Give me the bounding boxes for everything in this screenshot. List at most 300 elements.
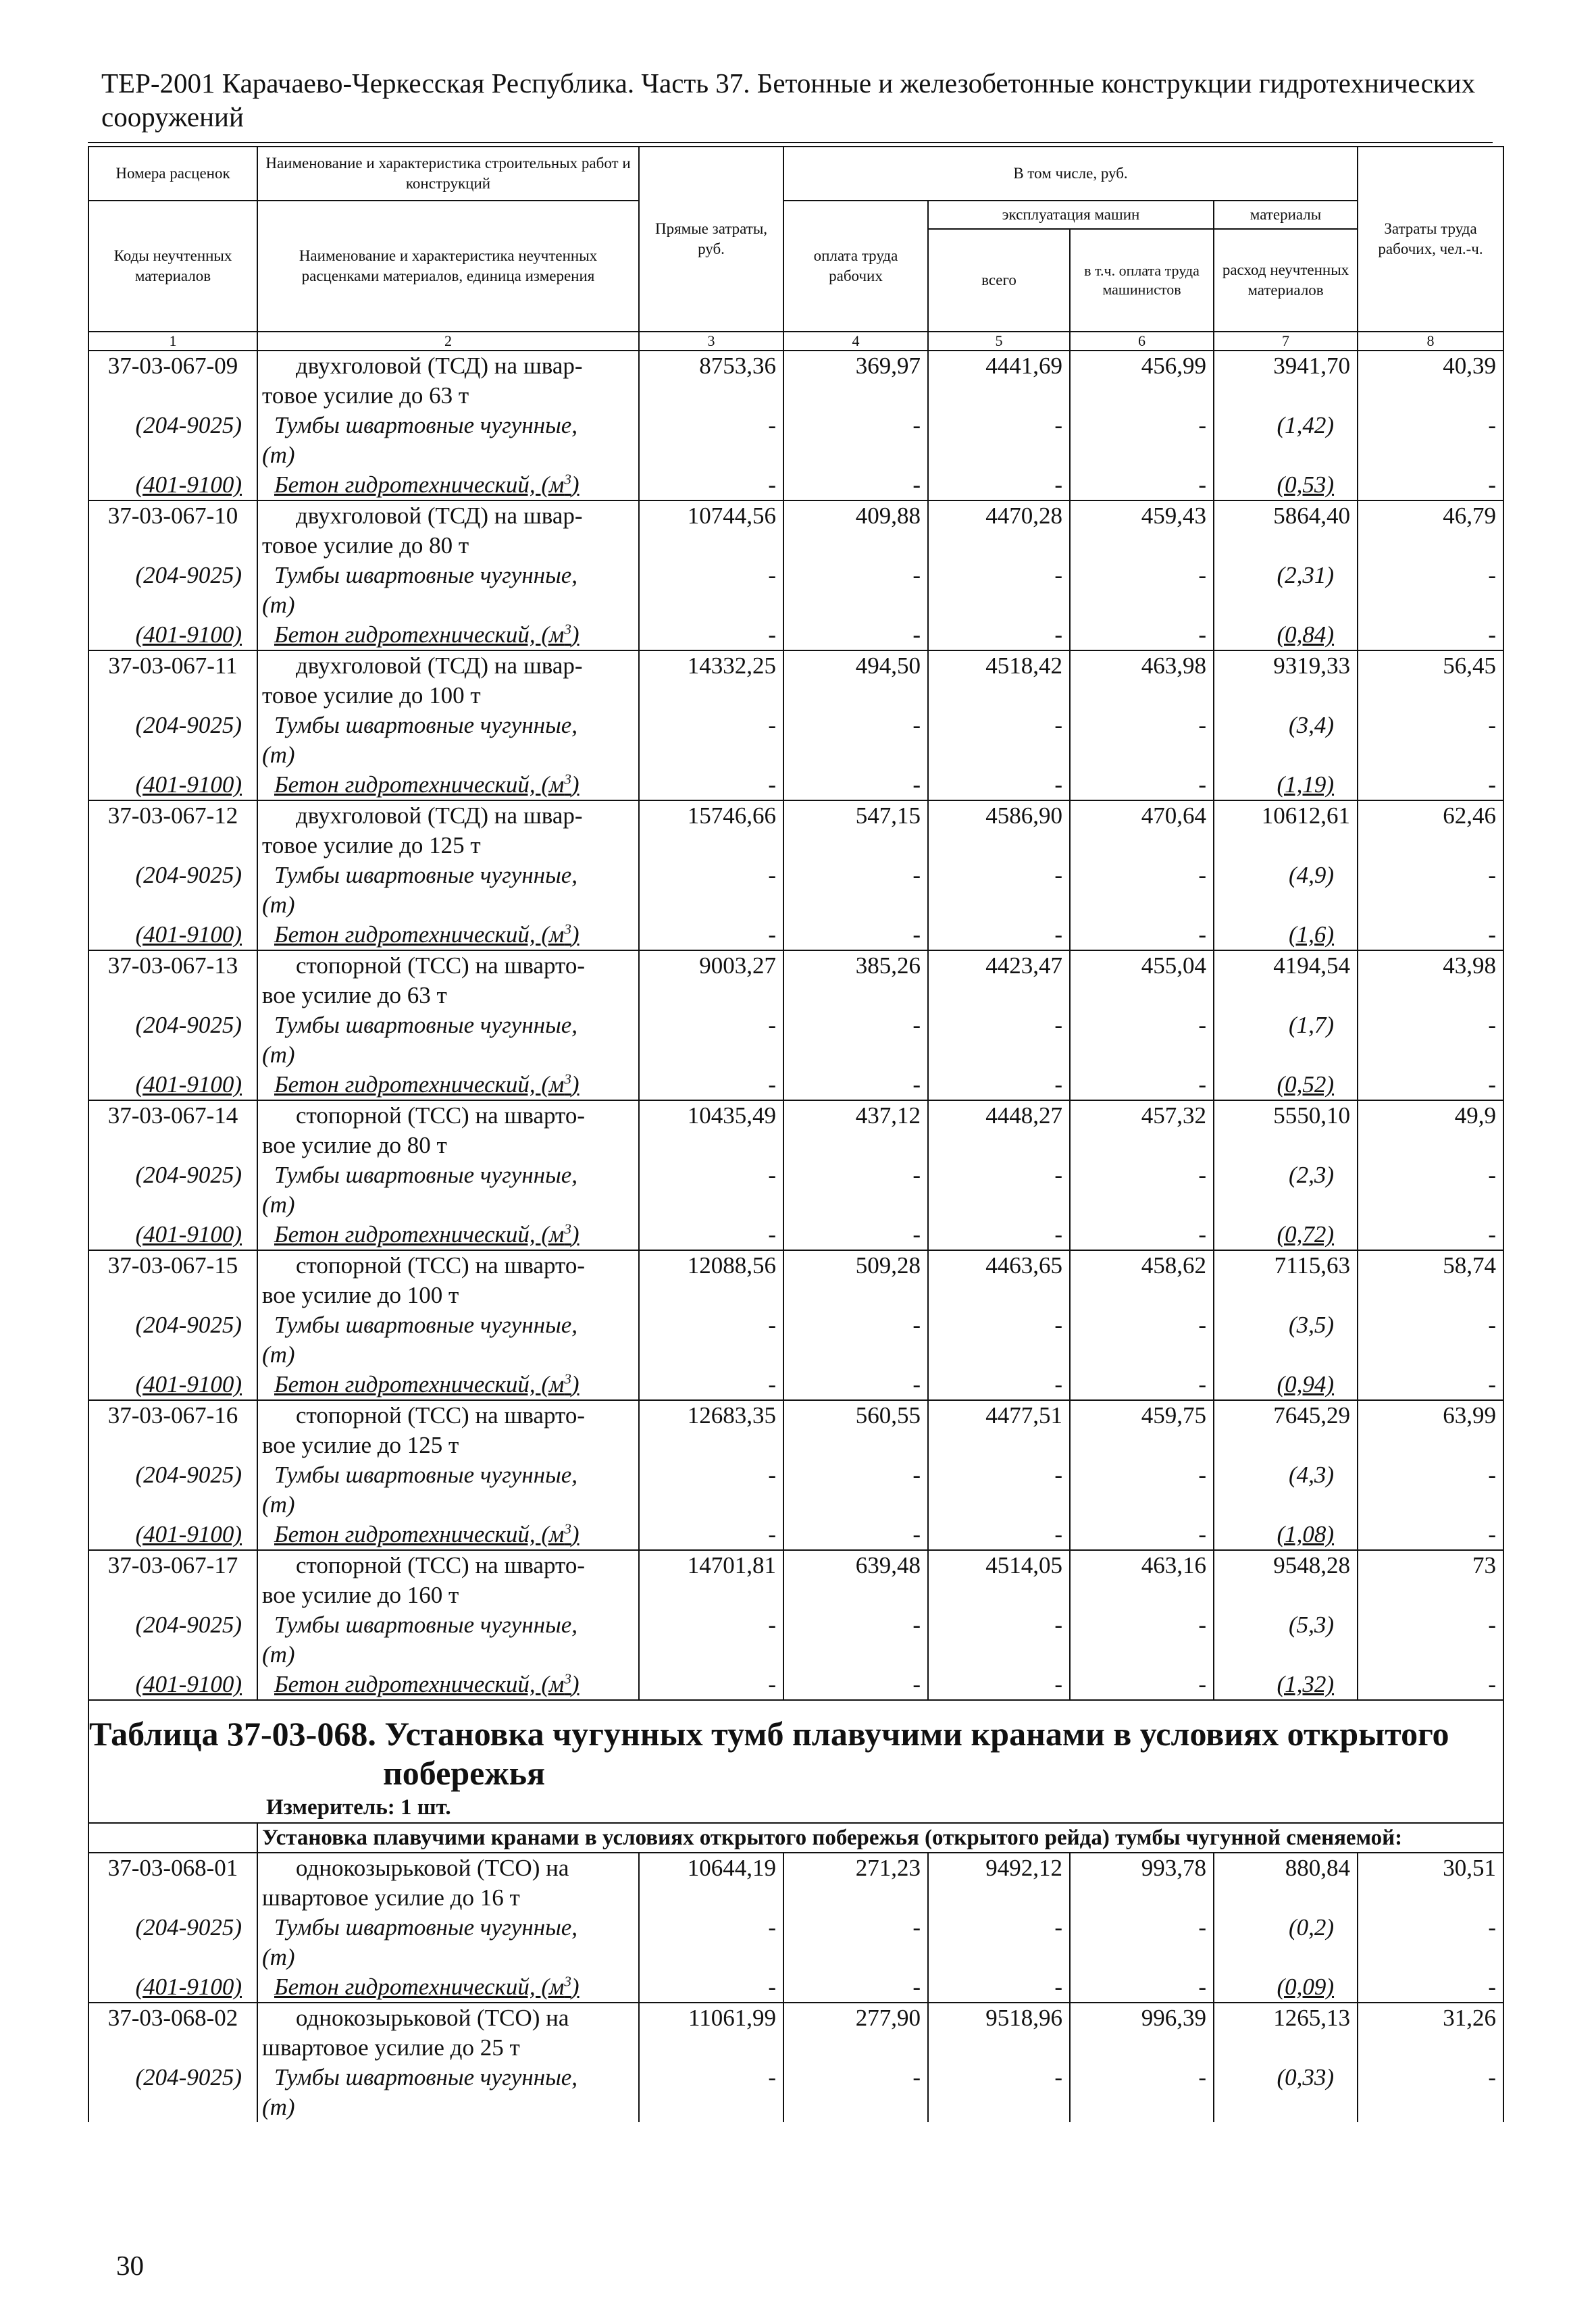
- dash-cell: -: [1070, 620, 1214, 650]
- work-name-line2: швартовое усилие до 16 т: [262, 1884, 520, 1911]
- dash-cell: -: [783, 1220, 928, 1250]
- dash-cell: -: [783, 470, 928, 500]
- work-name-line1: стопорной (ТСС) на шварто-: [296, 952, 586, 979]
- material-unit: (т): [262, 742, 295, 768]
- material-row: [88, 1070, 1503, 1100]
- material-unit: (т): [262, 1491, 295, 1518]
- dash-cell: -: [639, 1913, 783, 1972]
- dash-cell: -: [1070, 1010, 1214, 1070]
- material-name: [257, 770, 639, 800]
- superscript-3: 3: [564, 621, 571, 638]
- value-labor: 277,90: [783, 2003, 928, 2063]
- rate-code: 37-03-067-17: [88, 1550, 257, 1610]
- material-quantity: (1,08): [1214, 1520, 1358, 1550]
- material-unit: (т): [262, 1641, 295, 1668]
- material-name: [257, 1520, 639, 1550]
- closing-paren: ): [571, 1521, 580, 1547]
- work-name-line1: двухголовой (ТСД) на швар-: [296, 652, 583, 679]
- dash-cell: -: [1070, 1220, 1214, 1250]
- work-name-line1: стопорной (ТСС) на шварто-: [296, 1102, 586, 1129]
- dash-cell: -: [928, 1972, 1070, 2003]
- dash-cell: -: [928, 1220, 1070, 1250]
- dash-cell: -: [639, 920, 783, 950]
- closing-paren: ): [571, 1071, 580, 1098]
- material-name-text: Бетон гидротехнический, (м: [274, 771, 565, 798]
- dash-cell: -: [928, 860, 1070, 920]
- dash-cell: -: [783, 920, 928, 950]
- value-machines-total: 4586,90: [928, 800, 1070, 860]
- rate-code: 37-03-067-10: [88, 500, 257, 561]
- dash-cell: -: [1358, 1610, 1503, 1670]
- table-row: [88, 2003, 1503, 2063]
- header-group: В том числе, руб.: [783, 147, 1358, 201]
- header-col8: Затраты труда рабочих, чел.-ч.: [1358, 147, 1503, 332]
- material-row: [88, 1972, 1503, 2003]
- dash-cell: -: [1358, 920, 1503, 950]
- work-name-line2: вое усилие до 63 т: [262, 982, 447, 1008]
- dash-cell: -: [639, 620, 783, 650]
- rate-code: 37-03-067-11: [88, 650, 257, 711]
- dash-cell: -: [928, 1160, 1070, 1220]
- material-name-line1: Тумбы швартовные чугунные,: [274, 1612, 578, 1638]
- dash-cell: -: [1070, 1070, 1214, 1100]
- material-name: [257, 620, 639, 650]
- material-name-line1: Тумбы швартовные чугунные,: [274, 2064, 578, 2090]
- value-direct: 12088,56: [639, 1250, 783, 1310]
- dash-cell: -: [783, 1913, 928, 1972]
- header-col5: всего: [928, 229, 1070, 332]
- dash-cell: -: [783, 1670, 928, 1700]
- superscript-3: 3: [564, 771, 571, 788]
- dash-cell: -: [1358, 1460, 1503, 1520]
- dash-cell: -: [1358, 620, 1503, 650]
- dash-cell: -: [639, 711, 783, 770]
- material-name-text: Бетон гидротехнический, (м: [274, 921, 565, 948]
- value-hours: 73: [1358, 1550, 1503, 1610]
- work-name-line2: товое усилие до 125 т: [262, 832, 481, 858]
- dash-cell: -: [639, 2063, 783, 2122]
- dash-cell: -: [1358, 411, 1503, 470]
- col-number-4: 4: [783, 332, 928, 351]
- dash-cell: -: [639, 561, 783, 620]
- value-machinists: 455,04: [1070, 950, 1214, 1010]
- work-name-line2: вое усилие до 80 т: [262, 1132, 447, 1158]
- header-col7: расход неучтенных материалов: [1214, 229, 1358, 332]
- dash-cell: -: [1070, 920, 1214, 950]
- page-number: 30: [116, 2250, 144, 2281]
- header-materials: материалы: [1214, 201, 1358, 229]
- material-row: [88, 1460, 1503, 1520]
- closing-paren: ): [571, 1221, 580, 1248]
- value-labor: 639,48: [783, 1550, 928, 1610]
- closing-paren: ): [571, 621, 580, 648]
- material-row: [88, 1610, 1503, 1670]
- table-row: [88, 351, 1503, 411]
- material-name: [257, 1160, 639, 1220]
- material-name: [257, 1913, 639, 1972]
- dash-cell: -: [928, 711, 1070, 770]
- dash-cell: -: [928, 2063, 1070, 2122]
- work-name: [257, 1400, 639, 1460]
- material-code: (204-9025): [88, 561, 257, 620]
- dash-cell: -: [928, 1370, 1070, 1400]
- value-hours: 30,51: [1358, 1853, 1503, 1913]
- table-row: [88, 500, 1503, 561]
- work-name: [257, 351, 639, 411]
- material-name-text: Бетон гидротехнический, (м: [274, 1071, 565, 1098]
- work-name-line2: вое усилие до 100 т: [262, 1282, 459, 1308]
- work-name: [257, 1853, 639, 1913]
- material-code: (401-9100): [88, 1070, 257, 1100]
- value-labor: 271,23: [783, 1853, 928, 1913]
- dash-cell: -: [1070, 411, 1214, 470]
- superscript-3: 3: [564, 921, 571, 937]
- col-number-7: 7: [1214, 332, 1358, 351]
- dash-cell: -: [1358, 1070, 1503, 1100]
- dash-cell: -: [783, 1460, 928, 1520]
- material-quantity: (2,31): [1214, 561, 1358, 620]
- material-quantity: (5,3): [1214, 1610, 1358, 1670]
- material-unit: (т): [262, 1042, 295, 1068]
- table-row: [88, 1853, 1503, 1913]
- rate-code: 37-03-068-02: [88, 2003, 257, 2063]
- material-code: (204-9025): [88, 1460, 257, 1520]
- dash-cell: -: [783, 1972, 928, 2003]
- material-name: [257, 1310, 639, 1370]
- col-number-2: 2: [257, 332, 639, 351]
- superscript-3: 3: [564, 1670, 571, 1687]
- material-name: [257, 711, 639, 770]
- value-machinists: 457,32: [1070, 1100, 1214, 1160]
- superscript-3: 3: [564, 1370, 571, 1387]
- dash-cell: -: [928, 411, 1070, 470]
- header-col1-bottom: Коды неучтенных материалов: [88, 201, 257, 332]
- dash-cell: -: [639, 1310, 783, 1370]
- material-code: (204-9025): [88, 860, 257, 920]
- dash-cell: -: [639, 1972, 783, 2003]
- value-machinists: 458,62: [1070, 1250, 1214, 1310]
- dash-cell: -: [1358, 1160, 1503, 1220]
- dash-cell: -: [1070, 1610, 1214, 1670]
- material-name-text: Бетон гидротехнический, (м: [274, 1671, 565, 1697]
- value-materials: 9548,28: [1214, 1550, 1358, 1610]
- superscript-3: 3: [564, 1071, 571, 1087]
- dash-cell: -: [1070, 711, 1214, 770]
- material-name: [257, 1610, 639, 1670]
- value-labor: 409,88: [783, 500, 928, 561]
- material-code: (204-9025): [88, 1310, 257, 1370]
- material-code: (204-9025): [88, 1610, 257, 1670]
- value-materials: 4194,54: [1214, 950, 1358, 1010]
- dash-cell: -: [928, 1070, 1070, 1100]
- material-code: (401-9100): [88, 1520, 257, 1550]
- closing-paren: ): [571, 471, 580, 498]
- dash-cell: -: [639, 470, 783, 500]
- material-row: [88, 1913, 1503, 1972]
- work-name-line2: товое усилие до 80 т: [262, 532, 469, 559]
- value-hours: 43,98: [1358, 950, 1503, 1010]
- material-unit: (т): [262, 1944, 295, 1970]
- value-machines-total: 9518,96: [928, 2003, 1070, 2063]
- material-row: [88, 1160, 1503, 1220]
- material-row: [88, 1370, 1503, 1400]
- dash-cell: -: [1070, 1972, 1214, 2003]
- work-name: [257, 800, 639, 860]
- header-col2-top: Наименование и характеристика строительных работ и конструкций: [257, 147, 639, 201]
- value-labor: 369,97: [783, 351, 928, 411]
- dash-cell: -: [1358, 561, 1503, 620]
- header-col1-top: Номера расценок: [88, 147, 257, 201]
- rate-code: 37-03-068-01: [88, 1853, 257, 1913]
- rate-code: 37-03-067-14: [88, 1100, 257, 1160]
- value-labor: 385,26: [783, 950, 928, 1010]
- dash-cell: -: [783, 1160, 928, 1220]
- material-name: [257, 1010, 639, 1070]
- dash-cell: -: [1358, 1520, 1503, 1550]
- material-quantity: (4,9): [1214, 860, 1358, 920]
- work-name: [257, 950, 639, 1010]
- material-row: [88, 860, 1503, 920]
- header-col3: Прямые затраты, руб.: [639, 147, 783, 332]
- value-machines-total: 4477,51: [928, 1400, 1070, 1460]
- material-name: [257, 470, 639, 500]
- value-hours: 46,79: [1358, 500, 1503, 561]
- material-unit: (т): [262, 442, 295, 468]
- material-name: [257, 1670, 639, 1700]
- material-unit: (т): [262, 1341, 295, 1368]
- material-code: (204-9025): [88, 2063, 257, 2122]
- material-quantity: (0,09): [1214, 1972, 1358, 2003]
- material-name-text: Бетон гидротехнический, (м: [274, 1221, 565, 1248]
- material-code: (401-9100): [88, 1370, 257, 1400]
- dash-cell: -: [1358, 1370, 1503, 1400]
- material-quantity: (0,94): [1214, 1370, 1358, 1400]
- value-machinists: 996,39: [1070, 2003, 1214, 2063]
- value-materials: 5864,40: [1214, 500, 1358, 561]
- material-name-line1: Тумбы швартовные чугунные,: [274, 1914, 578, 1940]
- value-materials: 5550,10: [1214, 1100, 1358, 1160]
- header-col2-bottom: Наименование и характеристика неучтенных расценками материалов, единица измерения: [257, 201, 639, 332]
- material-row: [88, 1010, 1503, 1070]
- dash-cell: -: [639, 860, 783, 920]
- value-machinists: 459,75: [1070, 1400, 1214, 1460]
- material-name: [257, 411, 639, 470]
- material-quantity: (1,7): [1214, 1010, 1358, 1070]
- work-name-line2: швартовое усилие до 25 т: [262, 2034, 520, 2061]
- dash-cell: -: [928, 1460, 1070, 1520]
- col-number-3: 3: [639, 332, 783, 351]
- dash-cell: -: [783, 2063, 928, 2122]
- material-quantity: (1,19): [1214, 770, 1358, 800]
- material-quantity: (0,72): [1214, 1220, 1358, 1250]
- material-row: [88, 1520, 1503, 1550]
- dash-cell: -: [1070, 470, 1214, 500]
- value-direct: 15746,66: [639, 800, 783, 860]
- material-quantity: (3,4): [1214, 711, 1358, 770]
- col-number-5: 5: [928, 332, 1070, 351]
- value-materials: 7115,63: [1214, 1250, 1358, 1310]
- closing-paren: ): [571, 1974, 580, 2000]
- material-name-text: Бетон гидротехнический, (м: [274, 471, 565, 498]
- dash-cell: -: [639, 1220, 783, 1250]
- value-hours: 40,39: [1358, 351, 1503, 411]
- material-name-line1: Тумбы швартовные чугунные,: [274, 1162, 578, 1188]
- dash-cell: -: [928, 1610, 1070, 1670]
- table-title-line1: Таблица 37-03-068. Установка чугунных тумб плавучими кранами в условиях открытого: [89, 1715, 1449, 1753]
- dash-cell: -: [783, 411, 928, 470]
- dash-cell: -: [639, 1460, 783, 1520]
- dash-cell: -: [783, 1010, 928, 1070]
- material-unit: (т): [262, 592, 295, 618]
- value-hours: 63,99: [1358, 1400, 1503, 1460]
- dash-cell: -: [639, 770, 783, 800]
- material-quantity: (2,3): [1214, 1160, 1358, 1220]
- dash-cell: -: [1358, 2063, 1503, 2122]
- value-direct: 10644,19: [639, 1853, 783, 1913]
- dash-cell: -: [1358, 1010, 1503, 1070]
- value-machines-total: 9492,12: [928, 1853, 1070, 1913]
- dash-cell: -: [783, 1610, 928, 1670]
- value-direct: 10744,56: [639, 500, 783, 561]
- rate-code: 37-03-067-16: [88, 1400, 257, 1460]
- value-labor: 494,50: [783, 650, 928, 711]
- dash-cell: -: [783, 860, 928, 920]
- value-machines-total: 4470,28: [928, 500, 1070, 561]
- dash-cell: -: [928, 1310, 1070, 1370]
- closing-paren: ): [571, 1371, 580, 1397]
- dash-cell: -: [1070, 1520, 1214, 1550]
- table-body-part2: [88, 1853, 1503, 2122]
- dash-cell: -: [1358, 470, 1503, 500]
- superscript-3: 3: [564, 471, 571, 488]
- work-name-line1: двухголовой (ТСД) на швар-: [296, 802, 583, 829]
- dash-cell: -: [783, 620, 928, 650]
- value-materials: 7645,29: [1214, 1400, 1358, 1460]
- material-name-line1: Тумбы швартовные чугунные,: [274, 1012, 578, 1038]
- work-name: [257, 500, 639, 561]
- material-quantity: (0,53): [1214, 470, 1358, 500]
- dash-cell: -: [1070, 1160, 1214, 1220]
- dash-cell: -: [1358, 1310, 1503, 1370]
- dash-cell: -: [1358, 1220, 1503, 1250]
- work-name: [257, 1100, 639, 1160]
- dash-cell: -: [1070, 1370, 1214, 1400]
- value-hours: 31,26: [1358, 2003, 1503, 2063]
- material-name: [257, 561, 639, 620]
- dash-cell: -: [1358, 1670, 1503, 1700]
- title-rule: [88, 142, 1493, 143]
- table-row: [88, 650, 1503, 711]
- measure-unit: Измеритель: 1 шт.: [88, 1793, 1503, 1823]
- dash-cell: -: [783, 770, 928, 800]
- material-code: (204-9025): [88, 1160, 257, 1220]
- closing-paren: ): [571, 921, 580, 948]
- dash-cell: -: [639, 1010, 783, 1070]
- work-name-line2: товое усилие до 100 т: [262, 682, 481, 709]
- dash-cell: -: [783, 1070, 928, 1100]
- value-hours: 49,9: [1358, 1100, 1503, 1160]
- material-row: [88, 1310, 1503, 1370]
- dash-cell: -: [639, 1670, 783, 1700]
- dash-cell: -: [1358, 1972, 1503, 2003]
- dash-cell: -: [639, 411, 783, 470]
- value-machinists: 456,99: [1070, 351, 1214, 411]
- material-row: [88, 1220, 1503, 1250]
- material-row: [88, 561, 1503, 620]
- material-row: [88, 1670, 1503, 1700]
- work-name: [257, 1250, 639, 1310]
- subhead: Установка плавучими кранами в условиях открытого побережья (открытого рейда) тумбы чугунной сменяемой:: [257, 1823, 1503, 1853]
- value-materials: 3941,70: [1214, 351, 1358, 411]
- material-row: [88, 2063, 1503, 2122]
- material-quantity: (0,84): [1214, 620, 1358, 650]
- dash-cell: -: [1070, 770, 1214, 800]
- material-name-text: Бетон гидротехнический, (м: [274, 1371, 565, 1397]
- material-code: (401-9100): [88, 620, 257, 650]
- material-code: (401-9100): [88, 770, 257, 800]
- table-row: [88, 1550, 1503, 1610]
- value-machinists: 463,16: [1070, 1550, 1214, 1610]
- material-code: (401-9100): [88, 1972, 257, 2003]
- dash-cell: -: [1070, 2063, 1214, 2122]
- material-name: [257, 1972, 639, 2003]
- dash-cell: -: [1070, 1913, 1214, 1972]
- work-name: [257, 2003, 639, 2063]
- value-materials: 880,84: [1214, 1853, 1358, 1913]
- material-name: [257, 2063, 639, 2122]
- value-materials: 9319,33: [1214, 650, 1358, 711]
- material-code: (204-9025): [88, 1913, 257, 1972]
- material-row: [88, 711, 1503, 770]
- table-row: [88, 1100, 1503, 1160]
- value-machines-total: 4518,42: [928, 650, 1070, 711]
- table-row: [88, 1250, 1503, 1310]
- value-direct: 14701,81: [639, 1550, 783, 1610]
- dash-cell: -: [783, 711, 928, 770]
- dash-cell: -: [1358, 1913, 1503, 1972]
- table-row: [88, 1400, 1503, 1460]
- material-name-line1: Тумбы швартовные чугунные,: [274, 1312, 578, 1338]
- material-unit: (т): [262, 892, 295, 918]
- dash-cell: -: [639, 1160, 783, 1220]
- material-name-line1: Тумбы швартовные чугунные,: [274, 1462, 578, 1488]
- material-quantity: (1,32): [1214, 1670, 1358, 1700]
- dash-cell: -: [1070, 1670, 1214, 1700]
- header-machines: эксплуатация машин: [928, 201, 1214, 229]
- value-direct: 11061,99: [639, 2003, 783, 2063]
- material-unit: (т): [262, 2094, 295, 2120]
- material-name-text: Бетон гидротехнический, (м: [274, 621, 565, 648]
- dash-cell: -: [928, 470, 1070, 500]
- dash-cell: -: [639, 1070, 783, 1100]
- dash-cell: -: [639, 1520, 783, 1550]
- value-machinists: 470,64: [1070, 800, 1214, 860]
- superscript-3: 3: [564, 1973, 571, 1990]
- subhead-blank: [88, 1823, 257, 1853]
- table-body-part1: [88, 351, 1503, 1700]
- dash-cell: -: [1358, 711, 1503, 770]
- value-direct: 10435,49: [639, 1100, 783, 1160]
- material-code: (204-9025): [88, 711, 257, 770]
- material-quantity: (0,33): [1214, 2063, 1358, 2122]
- material-code: (401-9100): [88, 1220, 257, 1250]
- rate-code: 37-03-067-13: [88, 950, 257, 1010]
- value-machines-total: 4423,47: [928, 950, 1070, 1010]
- dash-cell: -: [639, 1370, 783, 1400]
- dash-cell: -: [928, 561, 1070, 620]
- value-machinists: 463,98: [1070, 650, 1214, 711]
- value-direct: 8753,36: [639, 351, 783, 411]
